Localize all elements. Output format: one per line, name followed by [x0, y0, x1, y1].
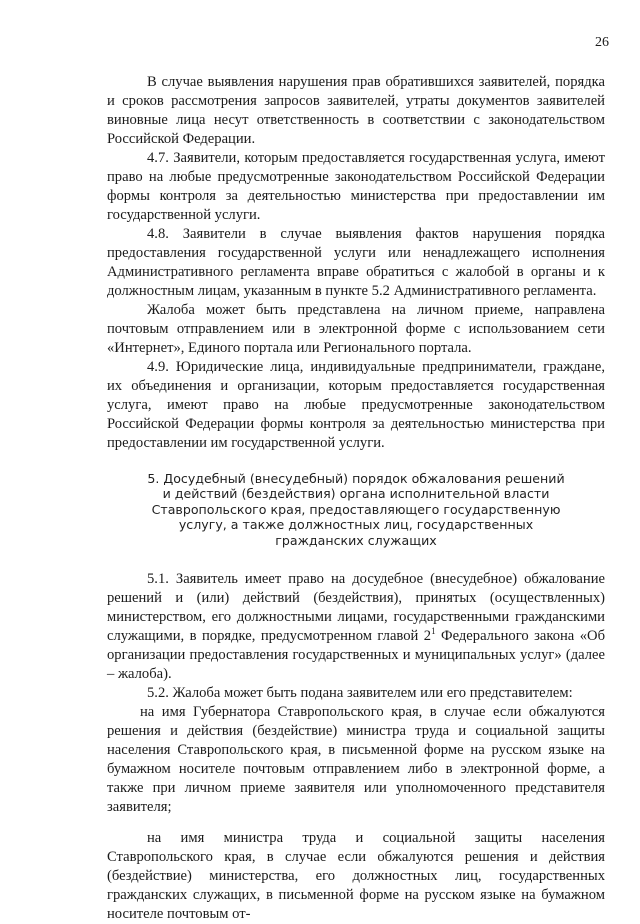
paragraph: Жалоба может быть представлена на личном приеме, направлена почтовым отправлением или в электронной форме с использованием сети «Интернет», Единого портала или Регионального портала. — [107, 302, 605, 356]
paragraph-5-1-text: 5.1. Заявитель имеет право на досудебное (внесудебное) обжалование решений и (или) действий (бездействия), принятых (осуществленных) министерством, его должностными лицами, государственными гражданскими служащими, в порядке, предусмотренном главой 2 — [107, 571, 605, 645]
section-heading-line: 5. Досудебный (внесудебный) порядок обжалования решений — [147, 471, 565, 486]
paragraph-4-8: 4.8. Заявители в случае выявления фактов нарушения порядка предоставления государственной услуги или ненадлежащего исполнения Административного регламента вправе обратиться с жалобой в органы и к должностным лицам, указанным в пункте 5.2 Административного регламента. — [107, 226, 605, 299]
footnote-superscript: 1 — [431, 626, 436, 637]
document-body — [107, 73, 605, 924]
paragraph: на имя Губернатора Ставропольского края, в случае если обжалуются решения и действия (бездействие) министра труда и социальной защиты населения Ставропольского края, в письменной форме на русском языке на бумажном носителе почтовым отправлением либо в электронной форме, а также при личном приеме заявителя или уполномоченного представителя заявителя; — [107, 704, 605, 816]
section-heading-line: услугу, а также должностных лиц, государственных — [178, 517, 534, 533]
paragraph: В случае выявления нарушения прав обратившихся заявителей, порядка и сроков рассмотрения запросов заявителей, утраты документов заявителей виновные лица несут ответственность в соответствии с законодательством Российской Федерации. — [107, 74, 605, 147]
section-heading-line: гражданских служащих — [275, 532, 437, 548]
page-number: 26 — [595, 35, 609, 50]
paragraph-4-7: 4.7. Заявители, которым предоставляется государственная услуга, имеют право на любые предусмотренные законодательством Российской Федерации формы контроля за деятельностью министерства при предоставлении им государственной услуги. — [107, 150, 605, 223]
paragraph-5-2: 5.2. Жалоба может быть подана заявителем или его представителем: — [147, 685, 573, 702]
section-heading — [107, 471, 605, 548]
section-heading-line: и действий (бездействия) органа исполнительной власти — [162, 486, 550, 502]
paragraph: на имя министра труда и социальной защиты населения Ставропольского края, в случае если обжалуются решения и действия (бездействие) министерства, его должностных лиц, государственных гражданских служащих, в письменной форме на русском языке на бумажном носителе почтовым от- — [107, 830, 605, 923]
paragraph-gap — [107, 817, 605, 829]
paragraph-5-1 — [107, 570, 605, 684]
paragraph-5-1-text-end: Федерального закона «Об организации предоставления государственных и муниципальных услуг» (далее – жалоба). — [107, 628, 605, 683]
section-heading-line: Ставропольского края, предоставляющего государственную — [151, 501, 561, 517]
paragraph-4-9: 4.9. Юридические лица, индивидуальные предприниматели, граждане, их объединения и организации, которым предоставляется государственная услуга, имеют право на любые предусмотренные законодательством Российской Федерации формы контроля за деятельностью министерства при предоставлении им государственной услуги. — [107, 359, 605, 451]
